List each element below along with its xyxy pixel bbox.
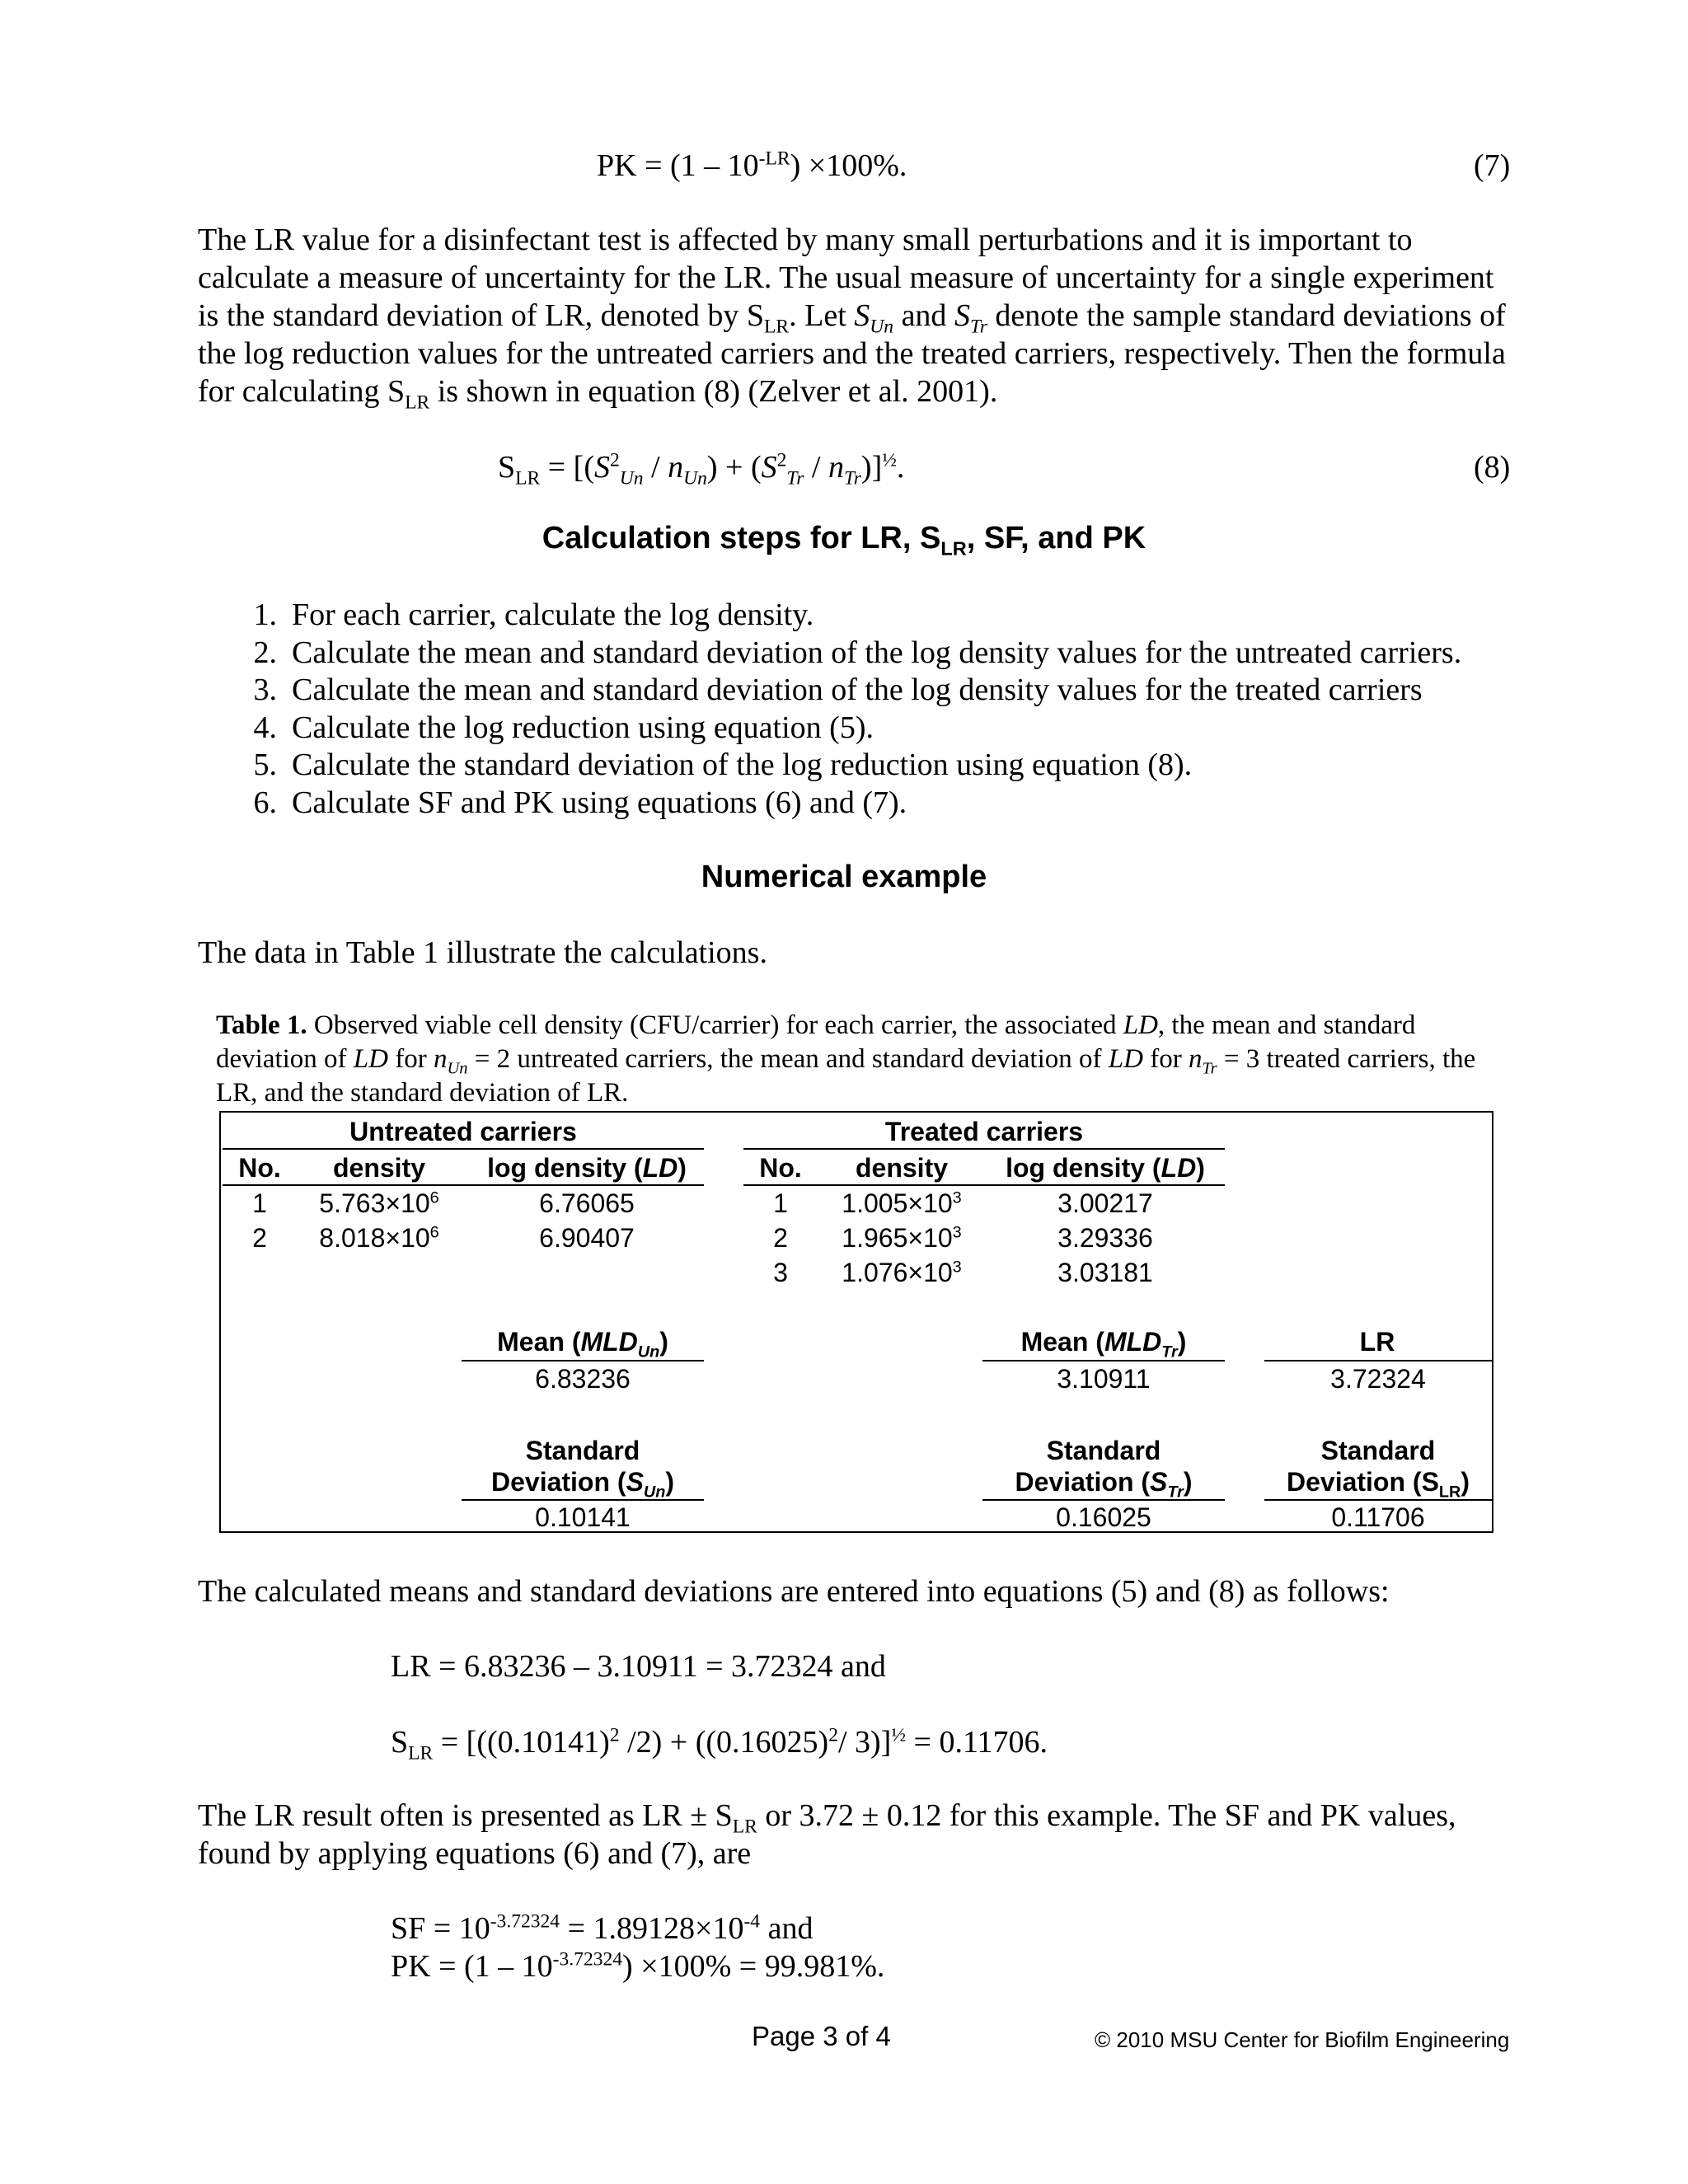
mean-untreated-label: Mean $(MLD_{Un})$ — [497, 1327, 668, 1361]
sd-lr-value: 0.11706 — [1331, 1502, 1425, 1532]
treated-carriers-title: Treated carriers — [884, 1117, 1084, 1146]
divider — [743, 1148, 1225, 1150]
list-item: 3. Calculate the mean and standard deviation of the log density values for the treated carriers — [253, 673, 1423, 707]
table-cell: 3.03181 — [1057, 1258, 1153, 1287]
sd-untreated-label: Standard Deviation $(S_{Un})$ — [490, 1436, 674, 1502]
table-cell: 3.29336 — [1057, 1223, 1153, 1253]
table-cell: $8.018\times 10^6$ — [319, 1223, 439, 1253]
table-cell: 3.00217 — [1057, 1188, 1153, 1218]
sd-treated-value: 0.16025 — [1056, 1502, 1151, 1532]
divider — [223, 1184, 704, 1186]
list-item: 1. For each carrier, calculate the log density. — [253, 598, 814, 632]
list-item: 6. Calculate SF and PK using equations (6) and (7). — [253, 785, 907, 820]
table-cell: 1 — [252, 1188, 267, 1218]
lr-label: LR — [1359, 1327, 1395, 1357]
after-table-paragraph: The calculated means and standard deviations are entered into equations (5) and (8) as follows: — [198, 1574, 1390, 1609]
table-cell: 2 — [252, 1223, 267, 1253]
table-cell: $1.965\times 10^3$ — [842, 1223, 962, 1253]
table-cell: 6.76065 — [539, 1188, 635, 1218]
table-cell: 2 — [773, 1223, 788, 1253]
table-caption: Table 1. Observed viable cell density (CFU/carrier) for each carrier, the associated LD, the mean and standard deviation of LD for $n_{Un} = 2$ untreated carriers, the mean and standard deviation of LD for $n_{Tr} = 3$ treated carriers, the LR, and the standard deviation of LR. — [216, 1010, 1476, 1108]
copyright: © 2010 MSU Center for Biofilm Engineering — [1095, 2027, 1510, 2052]
divider — [223, 1148, 704, 1150]
result-paragraph: The LR result often is presented as LR ± $S_{LR}$ or 3.72 ± 0.12 for this example. The SF and PK values, found by applying equations (6) and (7), are — [198, 1798, 1456, 1871]
divider — [462, 1499, 704, 1501]
mean-untreated-value: 6.83236 — [535, 1364, 631, 1394]
sf-equation: SF = $10^{-3.72324} = 1.89128\times 10^{-4}$ and — [391, 1910, 814, 1946]
divider — [1264, 1360, 1492, 1361]
table-cell: 3 — [773, 1258, 788, 1287]
lr-equation: LR = 6.83236 – 3.10911 = 3.72324 and — [391, 1649, 886, 1684]
list-item: 2. Calculate the mean and standard deviation of the log density values for the untreated carriers. — [253, 635, 1462, 670]
sd-untreated-value: 0.10141 — [535, 1502, 631, 1532]
divider — [462, 1360, 704, 1361]
equation-8-number: (8) — [1474, 450, 1511, 485]
table-cell: $1.076\times 10^3$ — [842, 1258, 962, 1287]
data-sentence: The data in Table 1 illustrate the calculations. — [198, 935, 767, 970]
section-heading-numerical-example: Numerical example — [701, 860, 987, 894]
slr-equation: $S_{LR} = [((0.10141)^2$ $/2) + ((0.16025)^2/$ 3)]$^{\frac{1}{2}}$ = 0.11706. — [391, 1724, 1048, 1765]
list-item: 5. Calculate the standard deviation of the log reduction using equation (8). — [253, 748, 1193, 782]
section-heading-calculation-steps: Calculation steps for LR, $S_{LR}$, SF, and PK — [542, 521, 1146, 560]
intro-paragraph: The LR value for a disinfectant test is affected by many small perturbations and it is important to calculate a measure of uncertainty for the LR. The usual measure of uncertainty for a single experiment is the standard deviation of LR, denoted by $S_{LR}$. Let $S_{Un}$ and $S_{Tr}$ denote the sample standard deviations of the log reduction values for the untreated carriers and the treated carriers, respectively. Then the formula for calculating $S_{LR}$ is shown in equation (8) (Zelver et al. 2001). — [198, 223, 1506, 414]
mean-treated-label: Mean $(MLD_{Tr})$ — [1020, 1327, 1187, 1361]
page-number: Page 3 of 4 — [752, 2021, 891, 2051]
header-log-density: log density (LD) — [1006, 1153, 1205, 1183]
equation-7-number: (7) — [1474, 148, 1511, 183]
lr-value: 3.72324 — [1330, 1364, 1426, 1394]
header-density: density — [855, 1153, 949, 1183]
divider — [982, 1499, 1225, 1501]
header-no: No. — [759, 1153, 802, 1183]
mean-treated-value: 3.10911 — [1057, 1364, 1151, 1394]
pk-equation: PK = $(1 - 10^{-3.72324}) \times 100\% = 99.981\%$. — [391, 1948, 885, 1984]
equation-7: PK = $(1 - 10^{-LR}) \times 100\%$. — [597, 148, 907, 183]
table-cell: $1.005\times 10^3$ — [842, 1188, 962, 1218]
divider — [743, 1184, 1225, 1186]
divider — [982, 1360, 1225, 1361]
header-log-density: log density (LD) — [487, 1153, 687, 1183]
table-cell: 6.90407 — [539, 1223, 635, 1253]
list-item: 4. Calculate the log reduction using equation (5). — [253, 710, 874, 745]
untreated-carriers-title: Untreated carriers — [349, 1117, 577, 1146]
calculation-steps-list — [229, 597, 1548, 822]
table-cell: $5.763\times 10^6$ — [319, 1188, 439, 1218]
table-cell: 1 — [773, 1188, 788, 1218]
sd-treated-label: Standard Deviation $(S_{Tr})$ — [1015, 1436, 1193, 1502]
divider — [1264, 1499, 1492, 1501]
header-no: No. — [238, 1153, 281, 1183]
sd-lr-label: Standard Deviation $(S_{LR})$ — [1286, 1436, 1470, 1502]
equation-8: $S_{LR} = [(S^2_{Un} / n_{Un}) + (S^2_{Tr} / n_{Tr})]^{\frac{1}{2}}$. — [498, 449, 905, 490]
header-density: density — [332, 1153, 426, 1183]
